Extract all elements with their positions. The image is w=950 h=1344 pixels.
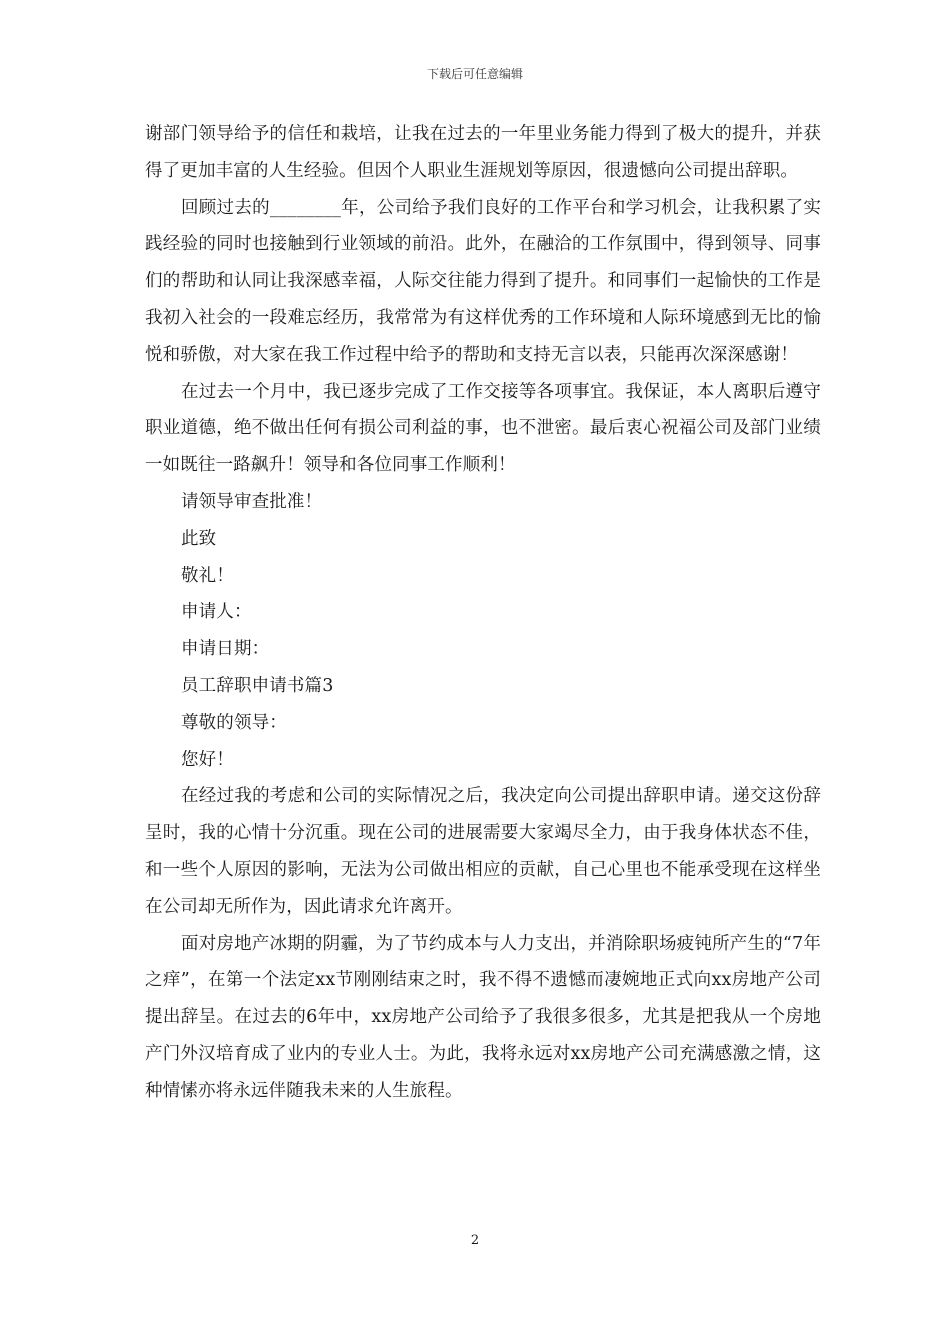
paragraph-4: 在经过我的考虑和公司的实际情况之后，我决定向公司提出辞职申请。递交这份辞呈时，我的心情十分沉重。现在公司的进展需要大家竭尽全力，由于我身体状态不佳，和一些个人原因的影响，无法为公司做出相应的贡献，自己心里也不能承受现在这样坐在公司却无所作为，因此请求允许离开。 bbox=[145, 786, 821, 917]
paragraph-1: 谢部门领导给予的信任和栽培，让我在过去的一年里业务能力得到了极大的提升，并获得了更加丰富的人生经验。但因个人职业生涯规划等原因，很遗憾向公司提出辞职。 bbox=[145, 124, 821, 181]
paragraph-5: 面对房地产冰期的阴霾，为了节约成本与人力支出，并消除职场疲钝所产生的“7年之痒”，在第一个法定xx节刚刚结束之时，我不得不遗憾而凄婉地正式向xx房地产公司提出辞呈。在过去的6年中，xx房地产公司给予了我很多很多，尤其是把我从一个房地产门外汉培育成了业内的专业人士。为此，我将永远对xx房地产公司充满感激之情，这种情愫亦将永远伴随我未来的人生旅程。 bbox=[145, 933, 821, 1101]
page-header: 下载后可任意编辑 bbox=[426, 67, 523, 81]
closing-regards: 敬礼！ bbox=[181, 565, 234, 586]
page-number: 2 bbox=[470, 1233, 480, 1248]
greeting-recipient: 尊敬的领导： bbox=[181, 712, 287, 733]
application-date-label: 申请日期： bbox=[181, 639, 270, 660]
document-body bbox=[145, 116, 821, 1110]
applicant-label: 申请人： bbox=[181, 602, 252, 623]
paragraph-3: 在过去一个月中，我已逐步完成了工作交接等各项事宜。我保证，本人离职后遵守职业道德，绝不做出任何有损公司利益的事，也不泄密。最后衷心祝福公司及部门业绩一如既往一路飙升！领导和各位同事工作顺利！ bbox=[145, 381, 821, 476]
paragraph-2: 回顾过去的________年，公司给予我们良好的工作平台和学习机会，让我积累了实践经验的同时也接触到行业领域的前沿。此外，在融洽的工作氛围中，得到领导、同事们的帮助和认同让我深感幸福，人际交往能力得到了提升。和同事们一起愉快的工作是我初入社会的一段难忘经历，我常常为有这样优秀的工作环境和人际环境感到无比的愉悦和骄傲，对大家在我工作过程中给予的帮助和支持无言以表，只能再次深深感谢！ bbox=[145, 197, 821, 365]
section-title: 员工辞职申请书篇3 bbox=[181, 675, 334, 696]
closing-salutation: 此致 bbox=[181, 528, 217, 549]
closing-request: 请领导审查批准！ bbox=[181, 491, 323, 512]
greeting: 您好！ bbox=[181, 749, 234, 770]
